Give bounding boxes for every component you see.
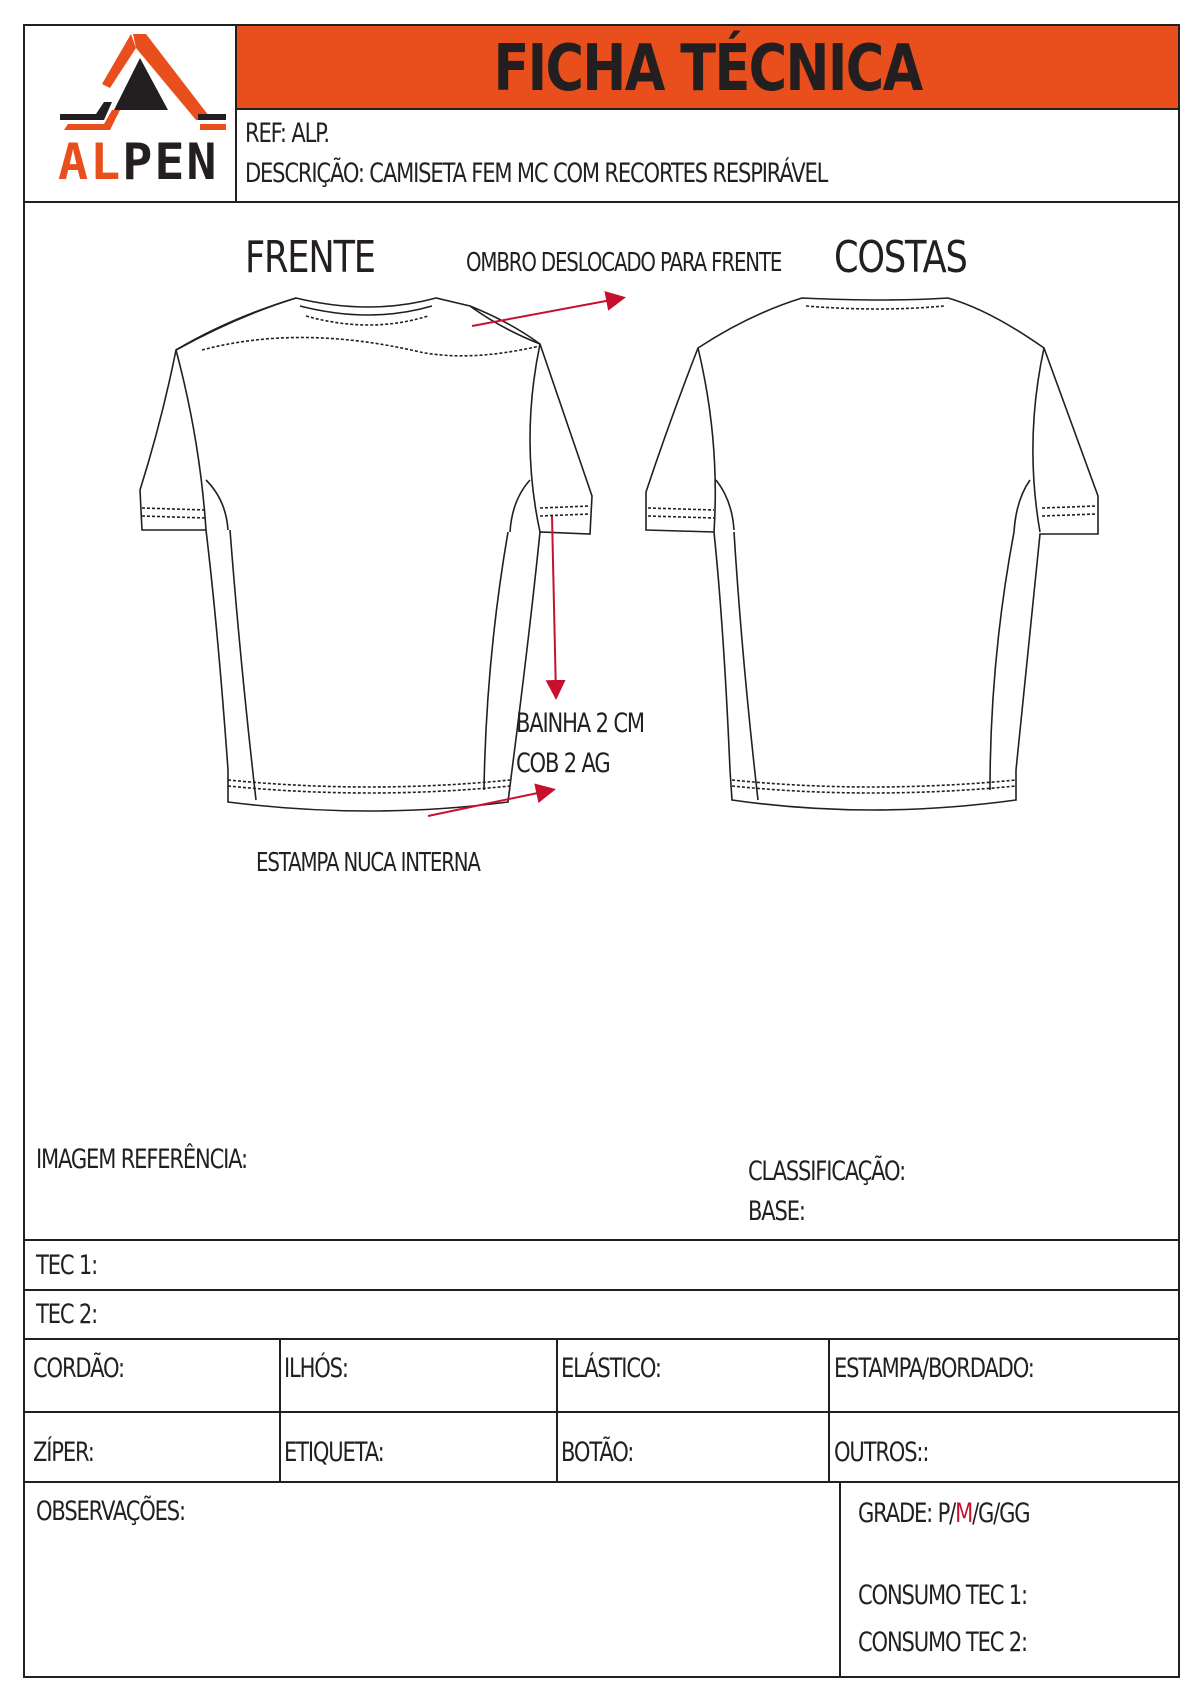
tec2-label: TEC 2: xyxy=(36,1299,98,1330)
garment-drawings xyxy=(0,280,1200,1000)
print-arrow xyxy=(428,790,552,816)
front-tshirt xyxy=(140,298,592,811)
annotation-shoulder: OMBRO DESLOCADO PARA FRENTE xyxy=(466,248,782,278)
cordao-label: CORDÃO: xyxy=(33,1353,124,1384)
front-label: FRENTE xyxy=(245,232,375,283)
elastico-label: ELÁSTICO: xyxy=(561,1353,661,1384)
tec1-label: TEC 1: xyxy=(36,1250,98,1281)
observacoes-label: OBSERVAÇÕES: xyxy=(36,1496,185,1527)
grade-suffix: /G/GG xyxy=(972,1498,1030,1529)
trims-col1 xyxy=(279,1338,281,1483)
title-band xyxy=(237,26,1178,108)
grade-highlight: M xyxy=(955,1498,973,1529)
classification-label: CLASSIFICAÇÃO: xyxy=(748,1156,906,1187)
tec-top-line xyxy=(23,1239,1180,1241)
tec-mid-line xyxy=(23,1289,1180,1291)
title-band-bottom xyxy=(237,108,1178,110)
description-field: DESCRIÇÃO: CAMISETA FEM MC COM RECORTES RESPIRÁVEL xyxy=(245,158,828,189)
annotation-hem-line1: BAINHA 2 CM xyxy=(516,708,644,739)
trims-mid-line xyxy=(23,1411,1180,1413)
logo-mountain-icon xyxy=(50,28,230,148)
ref-field: REF: ALP. xyxy=(245,118,329,149)
consumo-tec2-label: CONSUMO TEC 2: xyxy=(858,1627,1027,1658)
logo-text: ALPEN xyxy=(58,133,219,191)
etiqueta-label: ETIQUETA: xyxy=(284,1437,384,1468)
tec-bottom-line xyxy=(23,1338,1180,1340)
back-label: COSTAS xyxy=(834,232,967,283)
back-tshirt xyxy=(646,298,1098,810)
base-label: BASE: xyxy=(748,1196,805,1227)
shoulder-arrow xyxy=(472,298,622,326)
hem-arrow xyxy=(552,516,556,696)
frame-bottom xyxy=(23,1676,1180,1678)
trims-col3 xyxy=(828,1338,830,1483)
trims-bottom-line xyxy=(23,1481,1180,1483)
trims-col2 xyxy=(556,1338,558,1483)
annotation-print: ESTAMPA NUCA INTERNA xyxy=(256,848,480,878)
footer-divider xyxy=(839,1481,841,1678)
grade-label xyxy=(858,1498,1029,1529)
outros-label: OUTROS:: xyxy=(834,1437,929,1468)
reference-image-label: IMAGEM REFERÊNCIA: xyxy=(36,1144,247,1175)
consumo-tec1-label: CONSUMO TEC 1: xyxy=(858,1580,1027,1611)
annotation-hem-line2: COB 2 AG xyxy=(516,748,610,779)
logo xyxy=(50,28,230,198)
grade-prefix: GRADE: P/ xyxy=(858,1498,956,1529)
botao-label: BOTÃO: xyxy=(561,1437,634,1468)
estampa-label: ESTAMPA/BORDADO: xyxy=(834,1353,1034,1384)
header-bottom-line xyxy=(23,201,1180,203)
ziper-label: ZÍPER: xyxy=(33,1437,94,1468)
ilhos-label: ILHÓS: xyxy=(284,1353,348,1384)
page-title: FICHA TÉCNICA xyxy=(493,32,922,106)
